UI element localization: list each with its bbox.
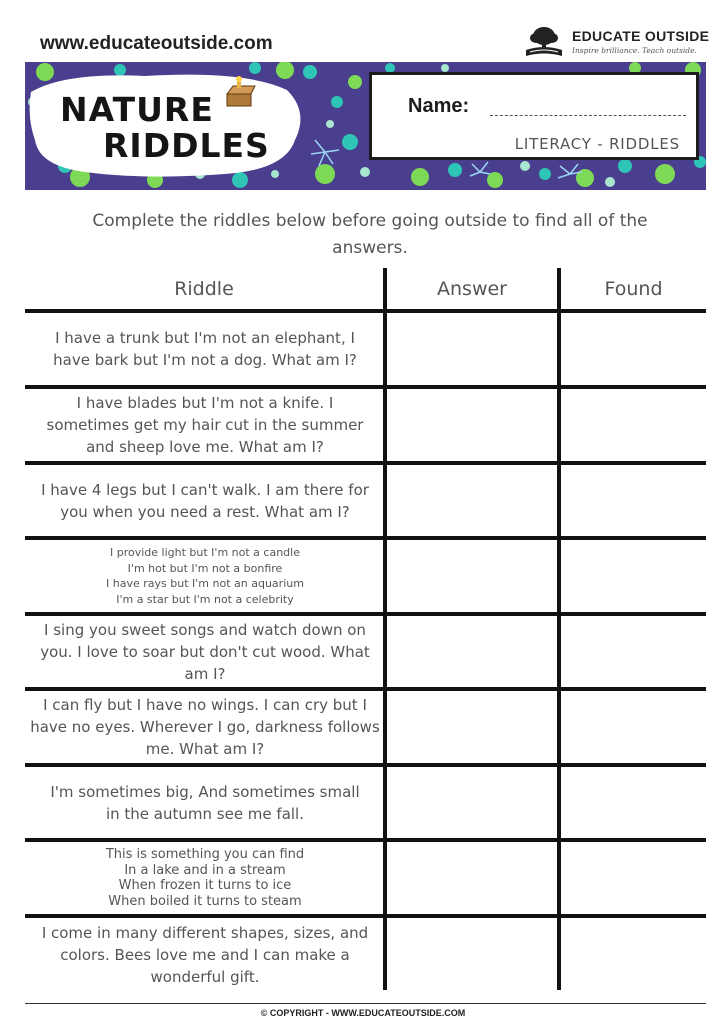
riddle-cell: I'm sometimes big, And sometimes small in the autumn see me fall.: [50, 782, 360, 823]
logo-tagline: Inspire brilliance. Teach outside.: [572, 46, 697, 55]
column-header-answer: Answer: [437, 278, 507, 300]
treasure-chest-icon: [221, 76, 257, 112]
title-nature: NATURE: [60, 90, 214, 129]
logo-name: EDUCATE OUTSIDE: [572, 28, 710, 44]
title-banner: [25, 62, 706, 190]
footer-divider: [25, 1003, 706, 1004]
riddle-cell: I provide light but I'm not a candle I'm hot but I'm not a bonfire I have rays but I'm not an aquarium I'm a star but I'm not a celebrity: [106, 546, 304, 606]
riddle-cell: I have 4 legs but I can't walk. I am there for you when you need a rest. What am I?: [41, 480, 369, 521]
instructions: Complete the riddles below before going outside to find all of the answers.: [92, 211, 648, 258]
column-header-found: Found: [604, 278, 663, 300]
name-field[interactable]: [490, 115, 686, 116]
name-label: Name:: [408, 95, 470, 117]
educate-outside-logo: [522, 24, 710, 60]
riddle-cell: I sing you sweet songs and watch down on you. I love to soar but don't cut wood. What am I?: [40, 620, 370, 683]
riddle-cell: I can fly but I have no wings. I can cry but I have no eyes. Wherever I go, darkness follows me. What am I?: [30, 696, 380, 758]
title-riddles: RIDDLES: [103, 126, 270, 165]
riddle-cell: I come in many different shapes, sizes, and colors. Bees love me and I can make a wonderful gift.: [41, 924, 369, 986]
riddle-cell: This is something you can find In a lake and in a stream When frozen it turns to ice When boiled it turns to steam: [105, 847, 305, 909]
site-url[interactable]: www.educateoutside.com: [40, 33, 273, 54]
riddle-cell: I have a trunk but I'm not an elephant, I have bark but I'm not a dog. What am I?: [53, 329, 357, 369]
column-header-riddle: Riddle: [174, 278, 234, 300]
subject-label: LITERACY - RIDDLES: [514, 135, 680, 153]
riddle-cell: I have blades but I'm not a knife. I sometimes get my hair cut in the summer and sheep love me. What am I?: [46, 394, 364, 456]
name-box: [369, 72, 699, 160]
copyright: © COPYRIGHT - WWW.EDUCATEOUTSIDE.COM: [260, 1008, 466, 1018]
column-divider: [557, 268, 561, 990]
tree-book-icon: [522, 24, 566, 60]
column-divider: [383, 268, 387, 990]
